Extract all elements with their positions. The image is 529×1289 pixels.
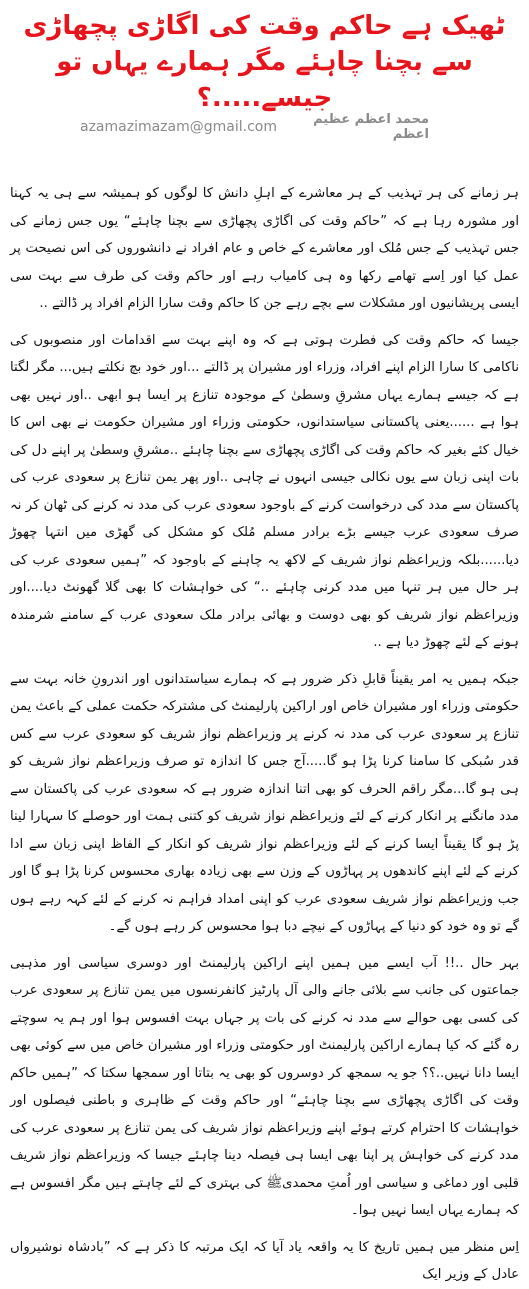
author-email[interactable]: azamazimazam@gmail.com [80, 119, 277, 135]
byline [80, 112, 429, 142]
paragraph-3: جبکہ ہمیں یہ امر یقیناً قابلِ ذکر ضرور ہے کہ ہمارے سیاستدانوں اور اندرونِ خانہ بہت سے حکومتی وزراء اور مشیران خاص اور اراکین پارلیمنٹ کی مشترکہ حکمت عملی کے باعث یمن تنازع پر سعودی عرب کی مدد نہ کرنے پر وزیراعظم نواز شریف کو سعودی عرب سے کس قدر سُبکی کا سامنا کرنا پڑا ہو گا.....آج جس کا اندازہ تو صرف وزیراعظم نواز شریف کو ہی ہو گا...مگر راقم الحرف کو بھی اتنا اندازہ ضرور ہے کہ سعودی عرب کی پاکستان سے مدد مانگنے پر انکار کرنے کے لئے وزیراعظم نواز شریف کو کتنی ہمت اور حوصلے کا سہارا لینا پڑ ہو گا یقیناً ایسا کرنے کے لئے وزیراعظم نواز شریف کو انکار کے الفاظ اپنی زبان سے ادا کرنے کے لئے اپنے کاندھوں پر پہاڑوں کے وزن سے بھی زیادہ بھاری محسوس کرنا پڑا ہو گا اور جب وزیراعظم نواز شریف سعودی عرب کو اپنی امداد فراہم نہ کرنے کے لئے کہہ رہے ہوں گے تو وہ خود کو دنیا کے پہاڑوں کے نیچے دبا ہوا محسوس کر رہے ہوں گے۔ [10, 671, 519, 934]
paragraph-1: ہر زمانے کی ہر تہذیب کے ہر معاشرے کے اہلِ دانش کا لوگوں کو ہمیشہ سے ہی یہ کہنا اور مشورہ رہا ہے کہ ”حاکم وقت کی اگاڑی پچھاڑی سے بچنا چاہئے“ یوں جس زمانے کی جس تہذیب کے جس مُلک اور معاشرے کے خاص و عام افراد نے دانشوروں کی اس نصیحت پر عمل کیا اور اِسے تھامے رکھا وہ ہی کامیاب رہے اور حاکم وقت کی طرف سے بہت سی ایسی پریشانیوں اور مشکلات سے بچے رہے جن کا حاکم وقت سارا الزام افراد پر ڈالتے .. [10, 186, 519, 311]
paragraph-5: اِس منظر میں ہمیں تاریخ کا یہ واقعہ یاد آیا کہ ایک مرتبہ کا ذکر ہے کہ ”بادشاہ نوشیرواں عادل کے وزیر ایک [10, 1239, 519, 1282]
author-name: محمد اعظم عظیم اعظم [313, 112, 429, 142]
article-body [10, 180, 519, 1282]
article-title: ٹھیک ہے حاکم وقت کی اگاڑی پچھاڑی سے بچنا چاہئے مگر ہمارے یہاں تو جیسے.....؟ [23, 11, 506, 113]
paragraph-4: بہر حال ..!! آب ایسے میں ہمیں اپنے اراکین پارلیمنٹ اور دوسری سیاسی اور مذہبی جماعتوں کی جانب سے بلائی جانے والی آل پارٹیز کانفرنسوں میں یمن تنازع پر سعودی عرب کی کسی بھی حوالے سے مدد نہ کرنے کی بات پر جہاں بہت افسوس ہوا اور ہم یہ سوچتے رہ گئے کہ کیا ہمارے اراکین پارلیمنٹ اور حکومتی وزراء اور مشیران خاص میں سے کوئی بھی ایسا دانا نہیں..؟؟ جو یہ سمجھ کر دوسروں کو بھی یہ بتاتا اور سمجھا سکتا کہ ”ہمیں حاکم وقت کی اگاڑی پچھاڑی سے بچنا چاہئے“ اور حاکم وقت کے ظاہری و باطنی فیصلوں اور خواہشات کا احترام کرتے ہوئے اپنے وزیراعظم نواز شریف کی یمن تنازع پر سعودی عرب کی مدد کرنے کی خواہش پر اپنا بھی ایسا ہی فیصلہ دینا چاہئے جیسا کہ وزیراعظم نواز شریف قلبی اور دماغی و سیاسی اور اُمتِ محمدیﷺ کی بہتری کے لئے چاہتے ہیں مگر افسوس ہے کہ ہمارے یہاں ایسا نہیں ہوا۔ [10, 955, 519, 1218]
paragraph-2: جیسا کہ حاکم وقت کی فطرت ہوتی ہے کہ وہ اپنے بہت سے اقدامات اور منصوبوں کی ناکامی کا سارا الزام اپنے افراد، وزراء اور مشیران پر ڈالتے ...اور خود بچ نکلتے ہیں... مگر لگتا ہے کہ جیسے ہمارے یہاں مشرقِ وسطیٰ کے موجودہ تنازع پر ایسا ہو ابھی ..اور نہیں بھی ہوا ہے ......یعنی پاکستانی سیاستدانوں، حکومتی وزراء اور مشیران حکومت نے بھی اس کا خیال کئے بغیر کہ حاکم وقت کی اگاڑی پچھاڑی سے بچنا چاہئے ..مشرقِ وسطیٰ پر اپنے دل کی بات اپنی زبان سے یوں نکالی جیسی انہوں نے چاہی ..اور پھر یمن تنازع پر سعودی عرب کی پاکستان سے مدد کی درخواست کرنے کے باوجود سعودی عرب کی مدد نہ کرنے کی ٹھان کر نہ صرف سعودی عرب جیسے بڑے برادر مسلم مُلک کو مشکل کی گھڑی میں انتہا چھوڑ دیا......بلکہ وزیراعظم نواز شریف کے لاکھ یہ چاہنے کے باوجود کہ ”ہمیں سعودی عرب کی ہر حال میں ہر تنہا میں مدد کرنی چاہئے ..“ کی خواہشات کا بھی گلا گھونٹ دیا....اور وزیراعظم نواز شریف کو بھی دوست و بھائی برادر ملک سعودی عرب کے سامنے شرمندہ ہونے کے لئے چھوڑ دیا ہے .. [10, 332, 519, 650]
